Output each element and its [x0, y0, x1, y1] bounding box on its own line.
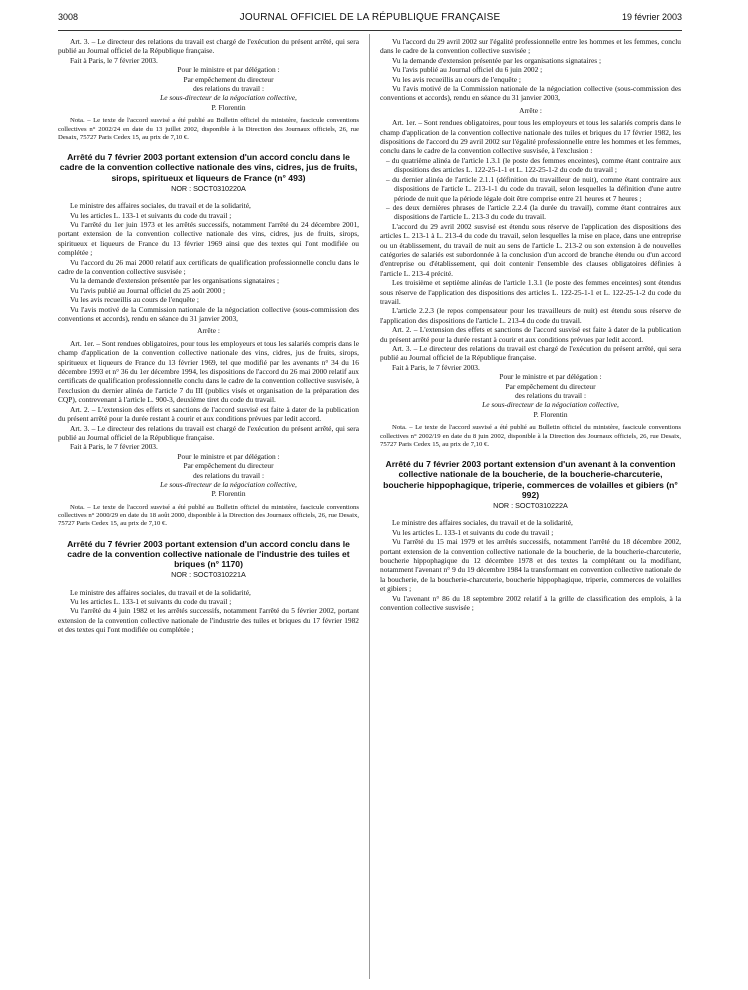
nota: Nota. – Le texte de l'accord susvisé a été publié au Bulletin officiel du ministère, fascicule conventions collectives n° 2000/29 en date du 18 août 2000, disponible à la Direction des Journaux officiels, 26, rue Desaix, 75727 Paris Cedex 15, au prix de 7,10 €.: [58, 503, 359, 528]
article-3: Art. 3. – Le directeur des relations du travail est chargé de l'exécution du présent arrêté, qui sera publié au Journal officiel de la République française.: [380, 344, 681, 363]
signatory-name: P. Florentin: [211, 102, 246, 112]
signatory-name: P. Florentin: [211, 489, 246, 499]
exclusion-item: – du dernier alinéa de l'article 2.1.1 (définition du travailleur de nuit), comme étant contraire aux dispositions de l'article L. 213-1-1 du code du travail, selon lesquelles la définition d'une autre période de nuit que la période légale doit être comprise entre 21 heures et 7 heures ;: [386, 174, 681, 203]
paragraph: Vu la demande d'extension présentée par les organisations signataires ;: [70, 276, 280, 286]
decree-title: Arrêté du 7 février 2003 portant extension d'un avenant à la convention collective nationale de la boucherie, de la boucherie-charcuterie, boucherie hippophagique, triperie, commerces de volailles et gibiers (n° 992): [383, 459, 678, 500]
signed-place-date: Fait à Paris, le 7 février 2003.: [70, 442, 158, 452]
signatory-name: P. Florentin: [533, 409, 568, 419]
right-column: [380, 37, 681, 612]
paragraph: Vu les articles L. 133-1 et suivants du code du travail ;: [392, 527, 554, 537]
nota: Nota. – Le texte de l'accord susvisé a été publié au Bulletin officiel du ministère, fascicule conventions collectives n° 2002/24 en date du 13 juillet 2002, disponible à la Direction des Journaux officiels, 26, rue Desaix, 75727 Paris Cedex 15, au prix de 7,10 €.: [58, 117, 359, 141]
left-column: [58, 37, 359, 635]
header-rule: [58, 30, 682, 31]
paragraph: Vu l'avis motivé de la Commission nationale de la négociation collective (sous-commission des conventions et accords), rendu en séance du 31 janvier 2003,: [58, 304, 359, 324]
article-1: Art. 1er. – Sont rendues obligatoires, pour tous les employeurs et tous les salariés compris dans le champ d'application de la convention collective nationale des vins, cidres, jus de fruits, sirops, spiritueux et liqueurs de France du 13 février 1969, tel que modifié par les avenants n° 34 du 16 décembre 1993 et n° 36 du 1er décembre 1994, les dispositions de l'accord du 26 mai 2000 relatif aux certificats de qualification professionnelle conclu dans le cadre de la convention collective susvisée, à l'exclusion du dernier alinéa de l'article 7 du III (publics visés et organisation de la préparation des CQP), contrevenant à l'article L. 900-3, deuxième tiret du code du travail.: [58, 338, 359, 405]
paragraph: Vu l'accord du 29 avril 2002 sur l'égalité professionnelle entre les hommes et les femmes, conclu dans le cadre de la convention collective susvisée ;: [380, 37, 681, 56]
article-3: Art. 3. – Le directeur des relations du travail est chargé de l'exécution du présent arrêté, qui sera publié au Journal officiel de la République française.: [58, 37, 359, 56]
arrete-heading: Arrête :: [519, 105, 542, 115]
signature-line: des relations du travail :: [514, 391, 586, 401]
signature-line: Le sous-directeur de la négociation collective,: [482, 400, 619, 410]
article-2: Art. 2. – L'extension des effets et sanctions de l'accord susvisé est faite à dater de la publication du présent arrêté pour la durée restant à courir et aux conditions prévues par ledit accord.: [58, 404, 359, 424]
nor-reference: NOR : SOCT0310222A: [493, 500, 568, 510]
article-2: Art. 2. – L'extension des effets et sanctions de l'accord susvisé est faite à dater de la publication du présent arrêté pour la durée restant à courir et aux conditions prévues par ledit accord.: [380, 325, 681, 344]
signature-line: Par empêchement du directeur: [183, 74, 274, 84]
signed-place-date: Fait à Paris, le 7 février 2003.: [70, 55, 158, 65]
signature-line: Par empêchement du directeur: [183, 461, 274, 471]
exclusion-item: – du quatrième alinéa de l'article 1.3.1 (le poste des femmes enceintes), comme étant contraire aux dispositions des articles L. 122-25-1-1 et L. 122-25-1-2 du code du travail ;: [386, 155, 681, 175]
paragraph: Vu l'arrêté du 4 juin 1982 et les arrêtés successifs, notamment l'arrêté du 5 février 2002, portant extension de la convention collective nationale de l'industrie des tuiles et briques du 17 février 1982 et des textes qui l'ont modifiée ou complétée ;: [58, 606, 359, 635]
signature-line: des relations du travail :: [192, 84, 264, 94]
paragraph: Vu l'avis publié au Journal officiel du 6 juin 2002 ;: [392, 65, 543, 75]
paragraph: Vu l'arrêté du 1er juin 1973 et les arrêtés successifs, notamment l'arrêté du 24 décembre 2001, portant extension de la convention collective nationale des vins, cidres, jus de fruits, sirops, spiritueux et liqueurs de France du 13 février 1969 ainsi que des textes qui l'ont modifiée ou complétée ;: [58, 219, 359, 258]
paragraph: Vu les articles L. 133-1 et suivants du code du travail ;: [70, 210, 232, 220]
nota: Nota. – Le texte de l'accord susvisé a été publié au Bulletin officiel du ministère, fascicule conventions collectives n° 2002/19 en date du 8 juin 2002, disponible à la Direction des Journaux officiels, 26, rue Desaix, 75727 Paris Cedex 15, au prix de 7,10 €.: [380, 424, 681, 448]
paragraph: Vu l'avis motivé de la Commission nationale de la négociation collective (sous-commission des conventions et accords), rendu en séance du 31 janvier 2003,: [380, 84, 681, 103]
decree-title: Arrêté du 7 février 2003 portant extension d'un accord conclu dans le cadre de la convention collective nationale des vins, cidres, jus de fruits, sirops, spiritueux et liqueurs de France (n° 493): [59, 152, 358, 183]
exclusion-item: – des deux dernières phrases de l'article 2.2.4 (la durée du travail), comme étant contraires aux dispositions de l'article L. 213-3 du code du travail.: [386, 202, 681, 222]
signature-line: Pour le ministre et par délégation :: [177, 451, 280, 461]
signed-place-date: Fait à Paris, le 7 février 2003.: [392, 362, 480, 372]
page-header: [58, 12, 682, 26]
nor-reference: NOR : SOCT0310220A: [171, 183, 246, 193]
paragraph: Vu les articles L. 133-1 et suivants du code du travail ;: [70, 597, 232, 607]
paragraph: Les troisième et septième alinéas de l'article 1.3.1 (le poste des femmes enceintes) sont étendus sous réserve de l'application des dispositions des articles L. 122-25-1-1 et L. 122-25-1-2 du code du travail.: [380, 278, 681, 306]
issue-date: 19 février 2003: [621, 12, 682, 22]
signature-line: des relations du travail :: [192, 470, 264, 480]
column-divider: [369, 34, 370, 979]
paragraph: Vu l'accord du 26 mai 2000 relatif aux certificats de qualification professionnelle conclu dans le cadre de la convention collective susvisée ;: [58, 257, 359, 276]
signature-line: Par empêchement du directeur: [505, 381, 596, 391]
page-number: 3008: [58, 12, 79, 22]
signature-line: Pour le ministre et par délégation :: [177, 65, 280, 75]
paragraph: Le ministre des affaires sociales, du travail et de la solidarité,: [392, 518, 573, 528]
journal-title: JOURNAL OFFICIEL DE LA RÉPUBLIQUE FRANÇAISE: [239, 12, 501, 23]
paragraph: L'accord du 29 avril 2002 susvisé est étendu sous réserve de l'application des dispositions des articles L. 213-1 à L. 213-4 du code du travail, selon lesquelles la mise en place, dans une entreprise ou un établissement, du travail de nuit au sens de l'article L. 213-2 ou son extension à de nouvelles catégories de salariés est subordonnée à la conclusion d'un accord de branche étendu ou d'un accord d'entreprise ou d'établissement, qui doit contenir l'ensemble des clauses obligatoires définies à l'article L. 213-4 précité.: [380, 221, 681, 278]
paragraph: Vu l'arrêté du 15 mai 1979 et les arrêtés successifs, notamment l'arrêté du 18 décembre 2002, portant extension de la convention collective nationale de la boucherie, de la boucherie-charcuterie, boucherie hippophagique du 12 décembre 1978 et des textes la complétant ou la modifiant, notamment l'avenant n° 9 du 19 décembre 1984 la transformant en convention collective nationale de la boucherie, de la boucherie-charcuterie, boucherie hippophagique, triperie, commerces de volailles et gibiers ;: [380, 537, 681, 594]
decree-title: Arrêté du 7 février 2003 portant extension d'un accord conclu dans le cadre de la convention collective nationale de l'industrie des tuiles et briques (n° 1170): [67, 538, 350, 570]
paragraph: Vu les avis recueillis au cours de l'enquête ;: [70, 295, 199, 305]
signature-line: Le sous-directeur de la négociation collective,: [160, 479, 297, 489]
paragraph: Vu les avis recueillis au cours de l'enquête ;: [392, 74, 521, 84]
nor-reference: NOR : SOCT0310221A: [171, 570, 246, 580]
paragraph: Le ministre des affaires sociales, du travail et de la solidarité,: [70, 587, 251, 597]
paragraph: L'article 2.2.3 (le repos compensateur pour les travailleurs de nuit) est étendu sous réserve de l'application des dispositions de l'article L. 213-4 du code du travail.: [380, 306, 681, 325]
paragraph: Vu l'avenant n° 86 du 18 septembre 2002 relatif à la grille de classification des emplois, à la convention collective susvisée ;: [380, 593, 681, 613]
paragraph: Vu l'avis publié au Journal officiel du 25 août 2000 ;: [70, 285, 226, 295]
arrete-heading: Arrête :: [197, 326, 220, 336]
signature-line: Le sous-directeur de la négociation collective,: [160, 93, 297, 103]
article-3: Art. 3. – Le directeur des relations du travail est chargé de l'exécution du présent arrêté, qui sera publié au Journal officiel de la République française.: [58, 423, 359, 442]
paragraph: Vu la demande d'extension présentée par les organisations signataires ;: [392, 55, 602, 65]
paragraph: Le ministre des affaires sociales, du travail et de la solidarité,: [70, 201, 251, 211]
signature-line: Pour le ministre et par délégation :: [499, 372, 602, 382]
article-1: Art. 1er. – Sont rendues obligatoires, pour tous les employeurs et tous les salariés compris dans le champ d'application de la convention collective nationale des tuiles et briques du 17 février 1982, les dispositions de l'accord du 29 avril 2002 sur l'égalité professionnelle entre les hommes et les femmes, conclu dans le cadre de la convention collective susvisée, à l'exclusion :: [380, 118, 681, 156]
